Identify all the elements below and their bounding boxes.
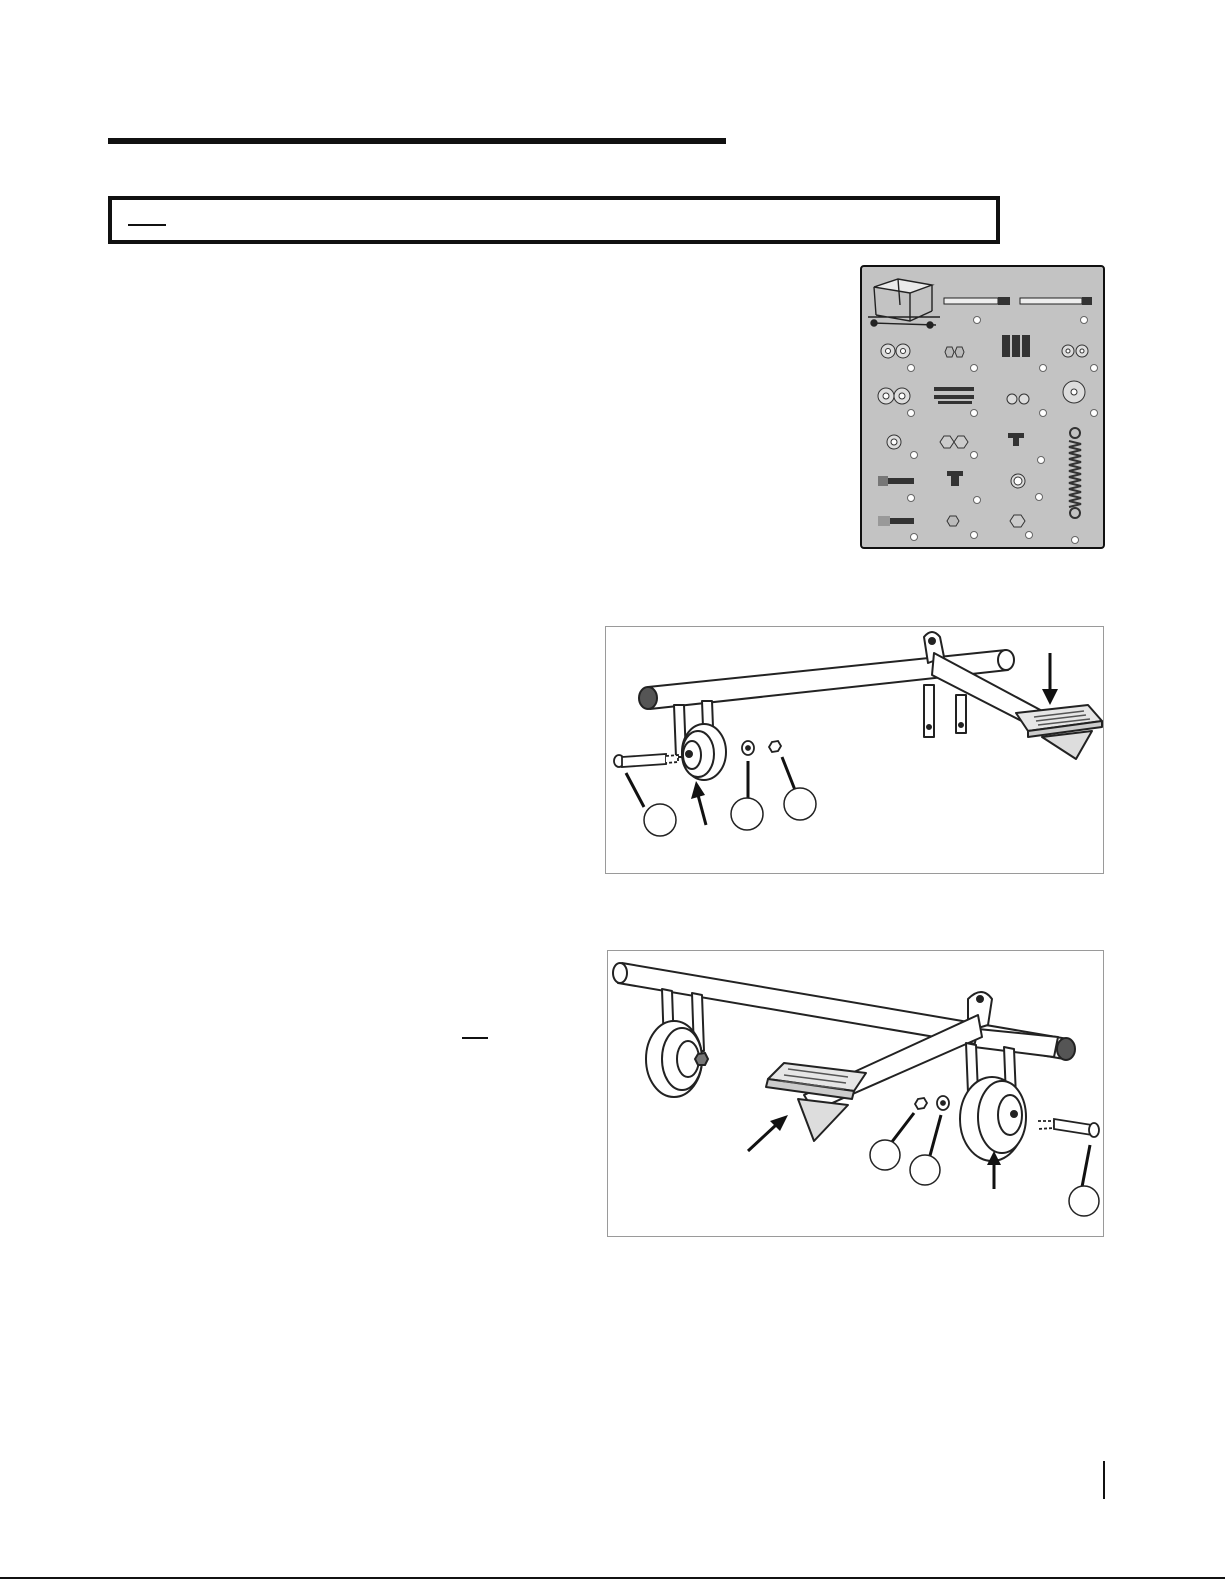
text-underline-mark bbox=[462, 1037, 488, 1039]
footer-rule bbox=[0, 1577, 1225, 1579]
caster-wheel-icon bbox=[682, 724, 726, 780]
hardware-kit-illustration bbox=[860, 265, 1105, 549]
callout-circle-icon bbox=[644, 788, 816, 836]
washer-icon bbox=[937, 1096, 949, 1110]
axle-bolt-icon bbox=[614, 754, 678, 767]
nut-icon bbox=[947, 516, 959, 526]
washer-icon bbox=[887, 435, 901, 449]
tube-end-cap bbox=[639, 687, 657, 709]
washer-icon bbox=[742, 741, 754, 755]
foot-pedal-icon bbox=[1016, 705, 1102, 759]
washer-icon bbox=[1011, 474, 1025, 488]
washer-icon bbox=[1063, 381, 1085, 403]
foot-pedal-icon bbox=[766, 1063, 866, 1141]
title-rule bbox=[108, 138, 726, 144]
bolt-icon bbox=[1002, 335, 1030, 357]
caster-wheel-icon bbox=[960, 1077, 1026, 1161]
assembly-figure-1 bbox=[605, 626, 1104, 874]
nut-icon bbox=[769, 741, 781, 752]
nut-icon bbox=[1010, 515, 1025, 527]
note-label-underline bbox=[128, 224, 166, 226]
assembly-figure-2 bbox=[607, 950, 1104, 1237]
note-box bbox=[108, 196, 1000, 244]
hardware-kit-panel bbox=[860, 265, 1105, 549]
assembly-figure-2-drawing bbox=[608, 951, 1103, 1236]
page-number-rule bbox=[1103, 1461, 1105, 1499]
nut-icon bbox=[915, 1098, 927, 1109]
tube-end-cap bbox=[1057, 1038, 1075, 1060]
assembly-figure-1-drawing bbox=[606, 627, 1103, 873]
axle-bolt-icon bbox=[1038, 1119, 1099, 1137]
bolt-icon bbox=[934, 387, 974, 404]
